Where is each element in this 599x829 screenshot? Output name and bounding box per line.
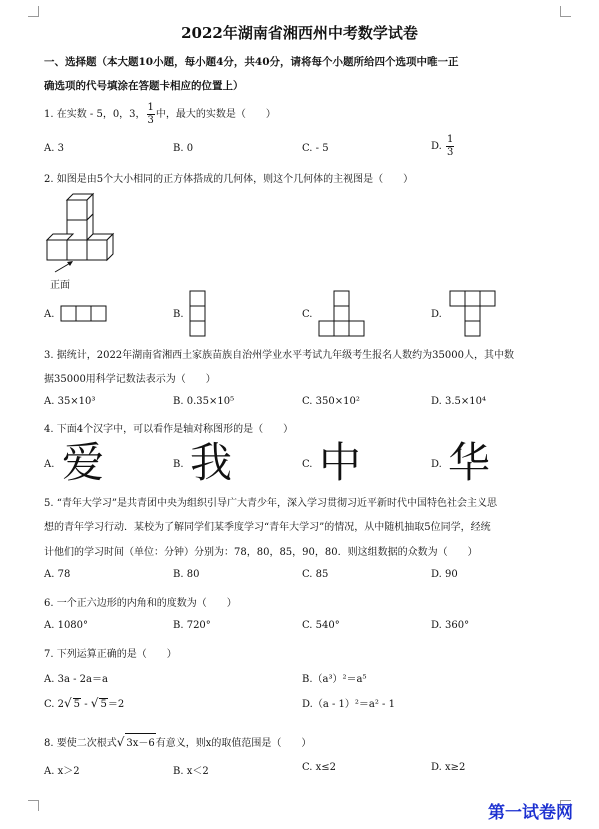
question-7-stem: 7. 下列运算正确的是（ ）: [44, 649, 177, 660]
q3-option-b[interactable]: B. 0.35×10⁵: [173, 396, 235, 407]
q1-stem-part-a: 1. 在实数 - 5，0，3，: [44, 109, 146, 120]
question-8-stem: [44, 733, 311, 749]
question-5-line1: 5. “青年大学习”是共青团中央为组织引导广大青少年，深入学习贯彻习近平新时代中国特色社会主义思: [44, 498, 497, 509]
q2-option-d[interactable]: D.: [431, 309, 442, 320]
q8-option-c[interactable]: C. x≤2: [302, 762, 337, 773]
q2-option-d-figure[interactable]: [449, 290, 501, 340]
q1-stem-part-b: 中，最大的实数是（ ）: [155, 109, 276, 120]
q2-option-c-figure[interactable]: [318, 290, 370, 340]
sqrt-sign-icon: √: [116, 735, 125, 749]
q4-option-a[interactable]: A.: [44, 459, 55, 470]
question-3-line2: 据35000用科学记数法表示为（ ）: [44, 374, 216, 385]
q8-radicand: 3x－6: [125, 733, 155, 749]
q7-option-a[interactable]: A. 3a - 2a＝a: [44, 674, 108, 685]
q8-stem-part-b: 有意义，则x的取值范围是（ ）: [155, 738, 312, 749]
crop-mark-top-left: [28, 6, 39, 17]
q6-option-b[interactable]: B. 720°: [173, 620, 211, 631]
q2-option-a-figure[interactable]: [60, 305, 110, 323]
q4-option-b-char[interactable]: 我: [190, 438, 233, 487]
q1-d-numerator: 1: [447, 134, 454, 145]
q4-option-c[interactable]: C.: [302, 459, 313, 470]
q2-front-label: 正面: [50, 280, 70, 291]
section-heading-line1: 一、选择题（本大题10小题，每小题4分，共40分，请将每个小题所给四个选项中唯一正: [44, 56, 459, 68]
q1-fraction-denominator: 3: [147, 115, 154, 126]
q7-option-b[interactable]: B.（a³）²＝a⁵: [302, 674, 367, 685]
q1-d-denominator: 3: [447, 147, 454, 158]
q3-option-d[interactable]: D. 3.5×10⁴: [431, 396, 487, 407]
q2-option-a[interactable]: A.: [44, 309, 55, 320]
q1-option-d-fraction: [446, 135, 454, 158]
q8-option-a[interactable]: A. x＞2: [44, 766, 80, 777]
q8-stem-part-a: 8. 要使二次根式: [44, 738, 117, 749]
q6-option-c[interactable]: C. 540°: [302, 620, 340, 631]
q1-option-b[interactable]: B. 0: [173, 143, 194, 154]
question-5-line2: 想的青年学习行动．某校为了解同学们某季度学习“青年大学习”的情况，从中随机抽取5位同学，经统: [44, 522, 491, 533]
q7-c-minus: -: [81, 699, 91, 710]
question-6-stem: 6. 一个正六边形的内角和的度数为（ ）: [44, 598, 237, 609]
q5-option-c[interactable]: C. 85: [302, 569, 329, 580]
q1-option-a[interactable]: A. 3: [44, 143, 64, 154]
q5-option-a[interactable]: A. 78: [44, 569, 71, 580]
q1-option-c[interactable]: C. - 5: [302, 143, 329, 154]
q8-option-b[interactable]: B. x＜2: [173, 766, 209, 777]
q2-option-b[interactable]: B.: [173, 309, 184, 320]
q7-option-d[interactable]: D.（a - 1）²＝a² - 1: [302, 699, 395, 710]
q3-option-c[interactable]: C. 350×10²: [302, 396, 360, 407]
q1-fraction: [147, 103, 155, 126]
q4-option-b[interactable]: B.: [173, 459, 184, 470]
q5-option-d[interactable]: D. 90: [431, 569, 458, 580]
sqrt-sign-icon: √: [90, 696, 99, 710]
q5-option-b[interactable]: B. 80: [173, 569, 200, 580]
question-5-line3: 计他们的学习时间（单位：分钟）分别为：78，80，85，90，80．则这组数据的众数为（ ）: [44, 547, 478, 558]
q6-option-d[interactable]: D. 360°: [431, 620, 470, 631]
q7-c-coefficient: C. 2: [44, 699, 65, 710]
q4-option-c-char[interactable]: 中: [319, 438, 362, 487]
q7-c-result: ＝2: [107, 699, 125, 710]
q2-option-c[interactable]: C.: [302, 309, 313, 320]
q7-c-radicand-2: 5: [100, 699, 107, 710]
q4-option-d-char[interactable]: 华: [448, 438, 491, 487]
q7-option-c[interactable]: [44, 695, 124, 710]
page-title: 2022年湖南省湘西州中考数学试卷: [181, 24, 418, 42]
question-3-line1: 3. 据统计，2022年湖南省湘西土家族苗族自治州学业水平考试九年级考生报名人数约为35000人，其中数: [44, 350, 514, 361]
q1-fraction-numerator: 1: [147, 102, 154, 113]
question-4-stem: 4. 下面4个汉字中，可以看作是轴对称图形的是（ ）: [44, 424, 294, 435]
q1-option-d-label: D.: [431, 141, 442, 152]
section-heading-line2: 确选项的代号填涂在答题卡相应的位置上）: [44, 80, 244, 92]
q4-option-d[interactable]: D.: [431, 459, 442, 470]
q4-option-a-char[interactable]: 爱: [62, 438, 105, 487]
q1-option-d[interactable]: [431, 135, 455, 158]
q2-option-b-figure[interactable]: [189, 290, 209, 340]
question-1-stem: [44, 103, 276, 126]
crop-mark-bottom-left: [28, 800, 39, 811]
q7-c-radicand-1: 5: [73, 699, 81, 710]
q3-option-a[interactable]: A. 35×10³: [44, 396, 96, 407]
watermark-logo: 第一试卷网: [488, 803, 573, 823]
q8-option-d[interactable]: D. x≥2: [431, 762, 466, 773]
crop-mark-top-right: [560, 6, 571, 17]
q6-option-a[interactable]: A. 1080°: [44, 620, 89, 631]
question-2-stem: 2. 如图是由5个大小相同的正方体搭成的几何体，则这个几何体的主视图是（ ）: [44, 174, 414, 185]
sqrt-sign-icon: √: [64, 696, 72, 710]
